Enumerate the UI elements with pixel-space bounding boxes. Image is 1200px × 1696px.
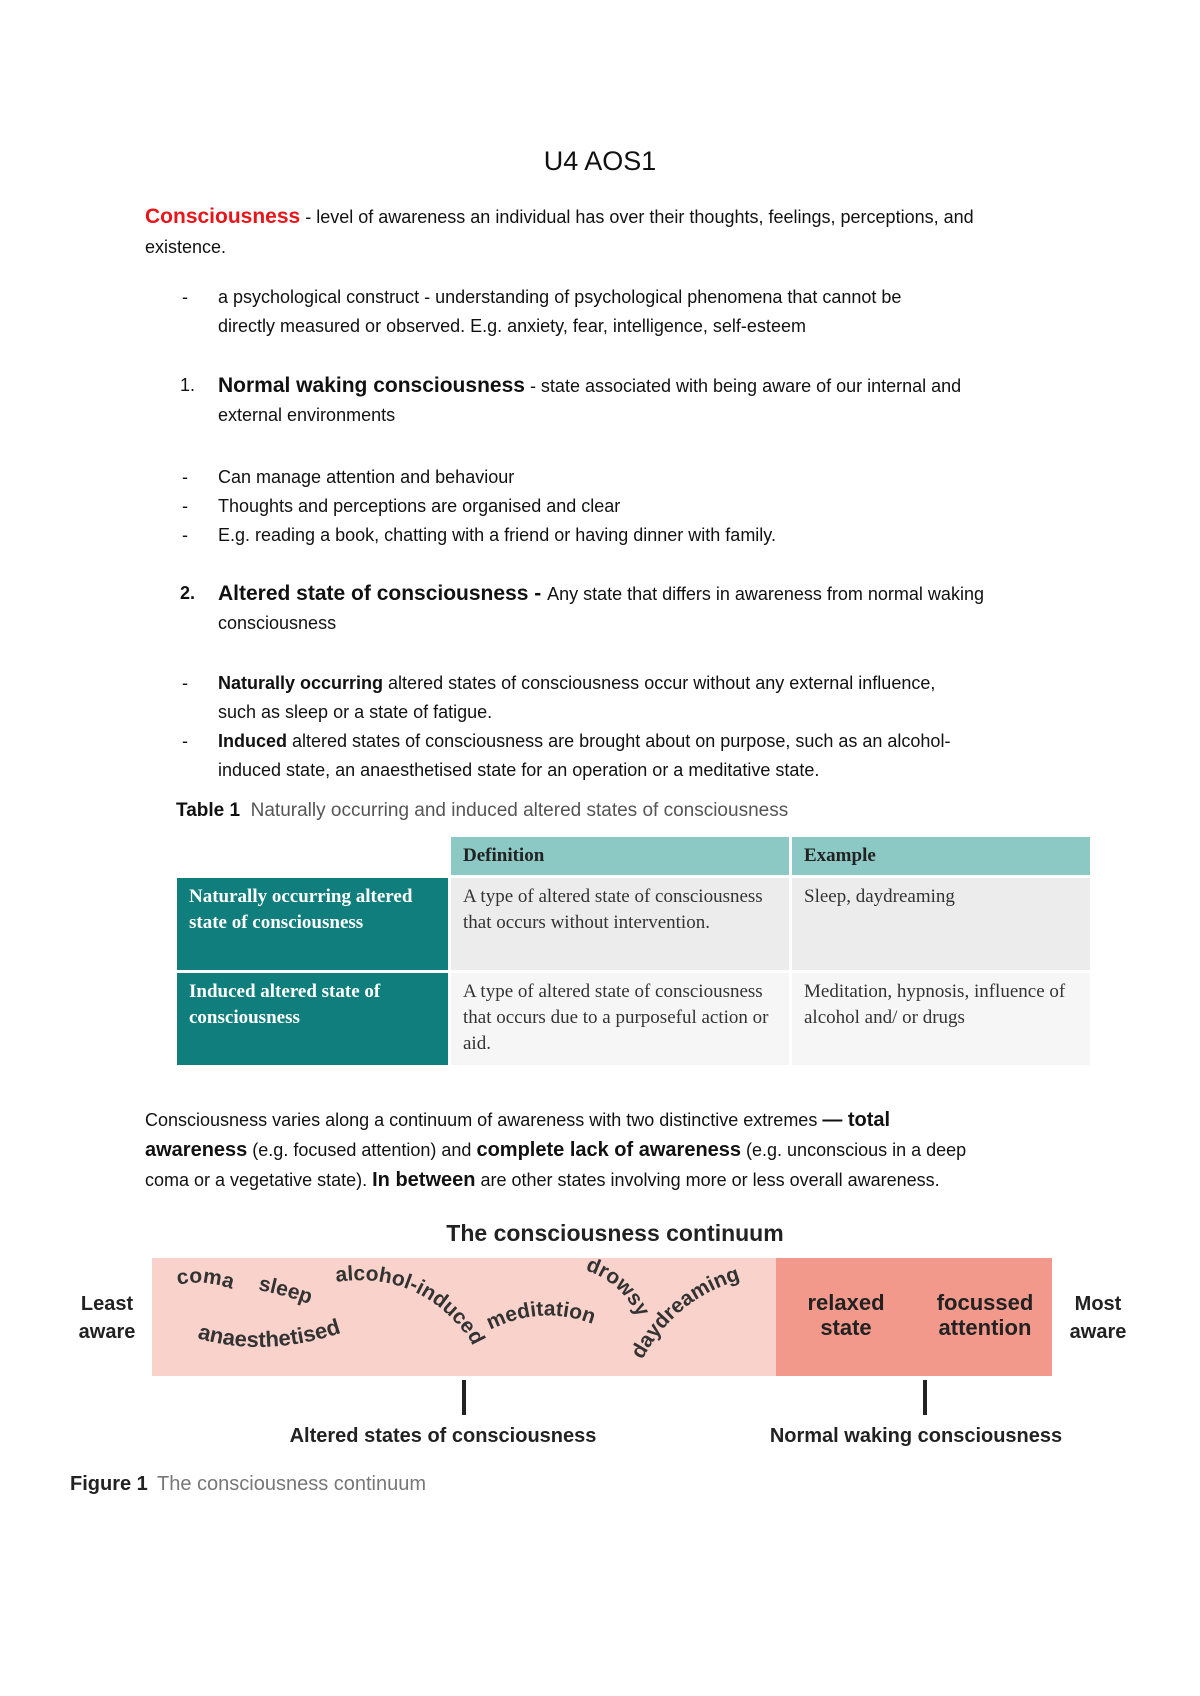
word-drowsy: drowsy: [583, 1253, 655, 1320]
relaxed-label: relaxed: [807, 1290, 885, 1315]
word-alcohol-induced: alcohol-induced: [334, 1262, 490, 1349]
section-1-number: 1.: [180, 375, 196, 395]
construct-line-1: a psychological construct - understanding of psychological phenomena that cannot be: [218, 287, 902, 307]
intro-definition: - level of awareness an individual has over their thoughts, feelings, perceptions, and: [300, 207, 974, 227]
word-sleep: sleep: [256, 1272, 316, 1309]
aware-label-left: aware: [78, 1321, 136, 1343]
section-2-number: 2.: [180, 583, 196, 603]
list-item: - Thoughts and perceptions are organised and clear: [182, 496, 621, 516]
word-meditation: meditation: [482, 1297, 599, 1335]
section-1-heading: [180, 371, 1098, 430]
naturally-occurring-bold: Naturally occurring: [218, 673, 384, 693]
state-label: state: [820, 1315, 872, 1340]
table-header-row: [177, 837, 1090, 875]
normal-waking-heading: Normal waking consciousness: [218, 374, 525, 397]
list-item: - Naturally occurring altered states of consciousness occur without any external influence, such as sleep or a state of fatigue.: [182, 673, 936, 722]
least-label: Least: [80, 1293, 134, 1315]
attention-label: attention: [938, 1315, 1032, 1340]
section-2-bullets: [182, 669, 1098, 785]
row-definition: A type of altered state of consciousness that occurs due to a purposeful action or aid.: [451, 973, 789, 1065]
row-label: Induced altered state of consciousness: [177, 973, 448, 1065]
altered-states-label: Altered states of consciousness: [289, 1425, 597, 1447]
header-definition: Definition: [451, 837, 789, 875]
altered-state-heading: Altered state of consciousness -: [218, 582, 548, 605]
list-item: - Induced altered states of consciousness are brought about on purpose, such as an alcohol- induced state, an anaesthetised state for an operation or a meditative state.: [182, 731, 951, 780]
word-coma: coma: [174, 1264, 237, 1294]
section-1-bullets: [182, 463, 1098, 550]
construct-bullet: - a psychological construct - understanding of psychological phenomena that cannot be directly measured or observed. E.g. anxiety, fear, intelligence, self-esteem: [182, 287, 902, 336]
section-2-text: Any state that differs in awareness from normal waking: [547, 584, 984, 604]
focussed-label: focussed: [936, 1290, 1034, 1315]
table-row: [177, 973, 1090, 1065]
continuum-figure: [0, 1210, 1200, 1500]
induced-bold: Induced: [218, 731, 288, 751]
table-row: [177, 878, 1090, 970]
word-anaesthetised: anaesthetised: [195, 1313, 343, 1353]
section-1-text-cont: external environments: [218, 405, 396, 425]
figure-title: The consciousness continuum: [446, 1220, 784, 1246]
continuum-paragraph: Consciousness varies along a continuum of awareness with two distinctive extremes — total awareness (e.g. focused attention) and complete lack of awareness (e.g. unconscious in a deep coma or a vegetative state). In between are other states involving more or less overall awareness.: [145, 1109, 967, 1191]
row-label: Naturally occurring altered state of consciousness: [177, 878, 448, 970]
header-example: Example: [792, 837, 1090, 875]
section-2-heading: [180, 579, 1098, 638]
table-caption: [176, 800, 788, 822]
most-label: Most: [1074, 1293, 1122, 1315]
intro-definition-cont: existence.: [145, 237, 227, 257]
row-definition: A type of altered state of consciousness that occurs without intervention.: [451, 878, 789, 970]
figure-caption-text: The consciousness continuum: [157, 1473, 427, 1495]
row-example: Sleep, daydreaming: [792, 878, 1090, 970]
page-title: U4 AOS1: [543, 146, 657, 176]
aware-label-right: aware: [1069, 1321, 1127, 1343]
word-daydreaming: daydreaming: [626, 1262, 743, 1363]
intro-paragraph: [145, 202, 1075, 262]
list-item: - Can manage attention and behaviour: [182, 467, 515, 487]
consciousness-term: Consciousness: [145, 205, 301, 228]
section-1-text: - state associated with being aware of our internal and: [524, 376, 962, 396]
list-item: - E.g. reading a book, chatting with a friend or having dinner with family.: [182, 525, 776, 545]
construct-line-2: directly measured or observed. E.g. anxiety, fear, intelligence, self-esteem: [218, 316, 806, 336]
normal-waking-label: Normal waking consciousness: [769, 1425, 1063, 1447]
table-caption-label: Table 1: [176, 800, 241, 821]
row-example: Meditation, hypnosis, influence of alcohol and/ or drugs: [792, 973, 1090, 1065]
section-2-text-cont: consciousness: [218, 613, 337, 633]
altered-states-table: [174, 834, 1093, 1068]
figure-caption-label: Figure 1: [70, 1473, 148, 1495]
table-caption-text: Naturally occurring and induced altered states of consciousness: [250, 800, 789, 821]
